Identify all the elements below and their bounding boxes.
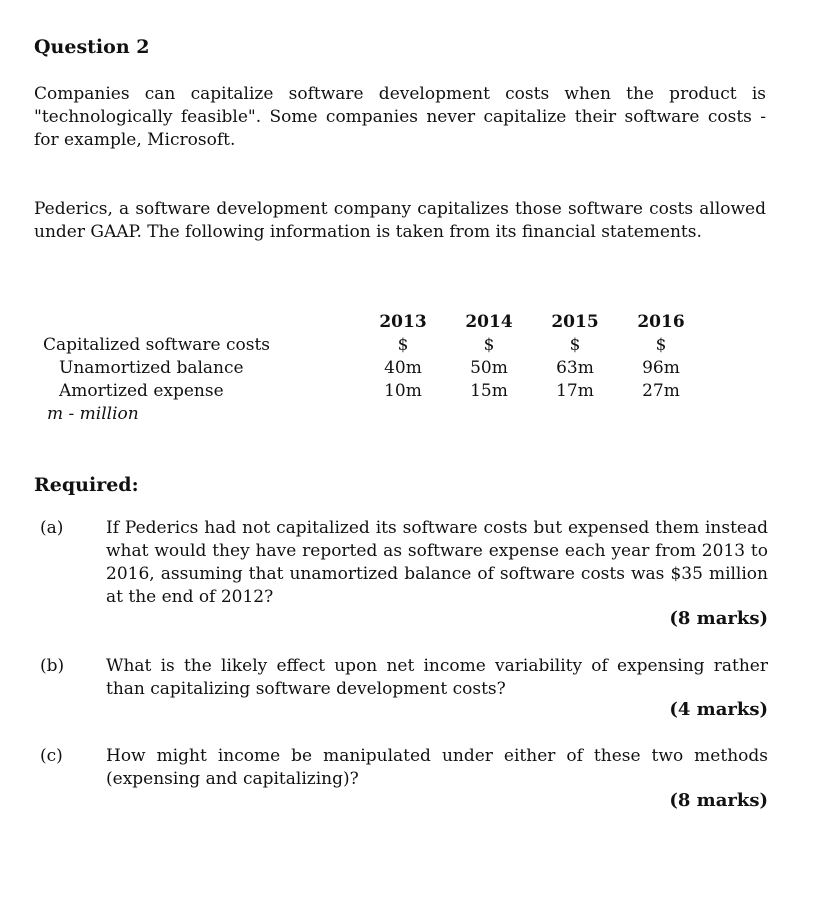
amortized-value: 15m: [470, 381, 508, 401]
row-label-unamortized: Unamortized balance: [59, 358, 244, 378]
question-title: Question 2: [34, 36, 150, 58]
column-2015: [540, 311, 610, 403]
context-paragraph: Pederics, a software development company capitalizes those software costs allowed under GAAP. The following information is taken from its financial statements.: [34, 199, 766, 242]
question-text: If Pederics had not capitalized its software costs but expensed them instead what would they have reported as software expense each year from 2013 to 2016, assuming that unamortized balance of software costs was $35 million at the end of 2012?: [106, 518, 768, 607]
unamortized-value: 50m: [470, 358, 508, 378]
question-text: How might income be manipulated under either of these two methods (expensing and capitalizing)?: [106, 746, 768, 789]
intro-paragraph: Companies can capitalize software development costs when the product is "technologically feasible". Some companies never capitalize their software costs - for example, Microsoft.: [34, 84, 766, 150]
amortized-value: 27m: [642, 381, 680, 401]
marks-c: (8 marks): [669, 790, 768, 811]
column-2016: [626, 311, 696, 403]
question-label: (a): [40, 518, 64, 538]
currency-symbol: $: [655, 335, 667, 355]
column-2013: [368, 311, 438, 403]
year-header: 2015: [551, 312, 599, 332]
currency-symbol: $: [569, 335, 581, 355]
unamortized-value: 96m: [642, 358, 680, 378]
unamortized-value: 40m: [384, 358, 422, 378]
amortized-value: 10m: [384, 381, 422, 401]
currency-symbol: $: [483, 335, 495, 355]
row-label-capitalized: Capitalized software costs: [43, 335, 271, 355]
question-text: What is the likely effect upon net income variability of expensing rather than capitalizing software development costs?: [106, 656, 768, 699]
marks-a: (8 marks): [669, 608, 768, 629]
required-heading: Required:: [34, 474, 139, 496]
marks-b: (4 marks): [669, 699, 768, 720]
currency-symbol: $: [397, 335, 409, 355]
amortized-value: 17m: [556, 381, 594, 401]
year-header: 2016: [637, 312, 685, 332]
question-label: (c): [40, 746, 63, 766]
row-label-amortized: Amortized expense: [59, 381, 224, 401]
footnote-million: m - million: [47, 404, 139, 424]
question-c: [40, 745, 768, 791]
year-header: 2013: [379, 312, 427, 332]
question-b: [40, 655, 768, 701]
unamortized-value: 63m: [556, 358, 594, 378]
question-a: [40, 517, 768, 609]
column-2014: [454, 311, 524, 403]
year-header: 2014: [465, 312, 513, 332]
question-label: (b): [40, 656, 65, 676]
